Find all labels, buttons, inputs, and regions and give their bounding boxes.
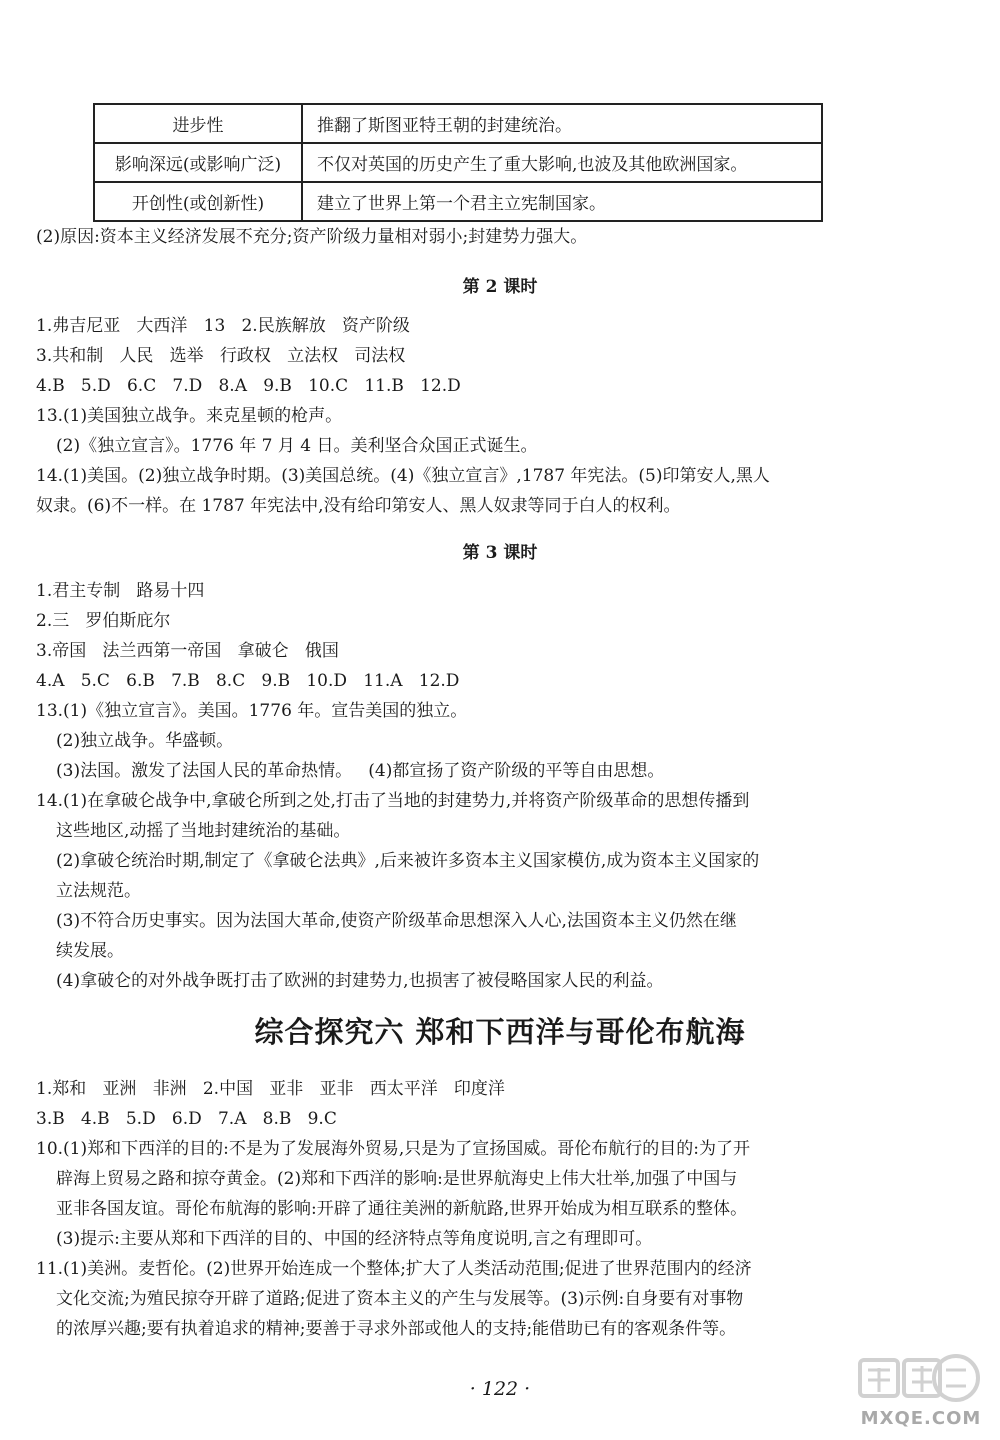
table-cell-key: 进步性 <box>94 104 302 143</box>
chapter-title: 综合探究六 郑和下西洋与哥伦布航海 <box>254 1015 746 1049</box>
answer-line: 文化交流;为殖民掠夺开辟了道路;促进了资本主义的产生与发展等。(3)示例:自身要有对事物 <box>56 1289 744 1309</box>
table-cell-key: 开创性(或创新性) <box>94 182 302 221</box>
page-number: · 122 · <box>469 1378 531 1400</box>
answer-line: 立法规范。 <box>56 881 141 901</box>
answer-line: (3)不符合历史事实。因为法国大革命,使资产阶级革命思想深入人心,法国资本主义仍然在继 <box>56 911 737 931</box>
answer-line: (3)提示:主要从郑和下西洋的目的、中国的经济特点等角度说明,言之有理即可。 <box>56 1229 653 1249</box>
answer-line: 续发展。 <box>56 941 124 961</box>
answer-line: 这些地区,动摇了当地封建统治的基础。 <box>56 821 351 841</box>
answer-line: 1.郑和 亚洲 非洲 2.中国 亚非 亚非 西太平洋 印度洋 <box>36 1079 505 1099</box>
answer-line: (4)拿破仑的对外战争既打击了欧洲的封建势力,也损害了被侵略国家人民的利益。 <box>56 971 664 991</box>
table-row <box>94 182 822 221</box>
section-heading: 第 2 课时 <box>462 277 538 297</box>
answer-line: 奴隶。(6)不一样。在 1787 年宪法中,没有给印第安人、黑人奴隶等同于白人的权利。 <box>36 496 681 516</box>
answer-line: 辟海上贸易之路和掠夺黄金。(2)郑和下西洋的影响:是世界航海史上伟大壮举,加强了中国与 <box>56 1169 738 1189</box>
table-cell-value: 建立了世界上第一个君主立宪制国家。 <box>302 182 822 221</box>
answer-line: 的浓厚兴趣;要有执着追求的精神;要善于寻求外部或他人的支持;能借助已有的客观条件等。 <box>56 1319 737 1339</box>
answer-line: 13.(1)《独立宣言》。美国。1776 年。宣告美国的独立。 <box>36 701 468 721</box>
table-cell-key: 影响深远(或影响广泛) <box>94 143 302 182</box>
answer-line: 3.B 4.B 5.D 6.D 7.A 8.B 9.C <box>36 1109 337 1129</box>
answer-line: 14.(1)美国。(2)独立战争时期。(3)美国总统。(4)《独立宣言》,1787 年宪法。(5)印第安人,黑人 <box>36 466 770 486</box>
answer-line: 2.三 罗伯斯庇尔 <box>36 611 171 631</box>
answer-line: 1.弗吉尼亚 大西洋 13 2.民族解放 资产阶级 <box>36 316 410 336</box>
answer-line: 10.(1)郑和下西洋的目的:不是为了发展海外贸易,只是为了宣扬国威。哥伦布航行的目的:为了开 <box>36 1139 750 1159</box>
answer-line: (2)拿破仑统治时期,制定了《拿破仑法典》,后来被许多资本主义国家模仿,成为资本主义国家的 <box>56 851 760 871</box>
watermark-text: MXQE.COM <box>860 1408 982 1429</box>
answer-line: 3.共和制 人民 选举 行政权 立法权 司法权 <box>36 346 406 366</box>
answer-line: 1.君主专制 路易十四 <box>36 581 205 601</box>
answer-line: (2)《独立宣言》。1776 年 7 月 4 日。美利坚合众国正式诞生。 <box>56 436 538 456</box>
answer-line: 3.帝国 法兰西第一帝国 拿破仑 俄国 <box>36 641 339 661</box>
table-row <box>94 104 822 143</box>
answer-line: (2)独立战争。华盛顿。 <box>56 731 234 751</box>
section-heading: 第 3 课时 <box>462 543 538 563</box>
answer-line: (2)原因:资本主义经济发展不充分;资产阶级力量相对弱小;封建势力强大。 <box>36 227 588 247</box>
answer-line: 13.(1)美国独立战争。来克星顿的枪声。 <box>36 406 343 426</box>
table-row <box>94 143 822 182</box>
significance-table <box>93 103 823 222</box>
answer-line: 4.B 5.D 6.C 7.D 8.A 9.B 10.C 11.B 12.D <box>36 376 461 396</box>
answer-line: 11.(1)美洲。麦哲伦。(2)世界开始连成一个整体;扩大了人类活动范围;促进了世界范围内的经济 <box>36 1259 752 1279</box>
answer-line: 亚非各国友谊。哥伦布航海的影响:开辟了通往美洲的新航路,世界开始成为相互联系的整体。 <box>56 1199 748 1219</box>
table-cell-value: 推翻了斯图亚特王朝的封建统治。 <box>302 104 822 143</box>
answer-line: 14.(1)在拿破仑战争中,拿破仑所到之处,打击了当地的封建势力,并将资产阶级革命的思想传播到 <box>36 791 750 811</box>
table-cell-value: 不仅对英国的历史产生了重大影响,也波及其他欧洲国家。 <box>302 143 822 182</box>
answer-line: (3)法国。激发了法国人民的革命热情。 (4)都宣扬了资产阶级的平等自由思想。 <box>56 761 665 781</box>
answer-line: 4.A 5.C 6.B 7.B 8.C 9.B 10.D 11.A 12.D <box>36 671 460 691</box>
